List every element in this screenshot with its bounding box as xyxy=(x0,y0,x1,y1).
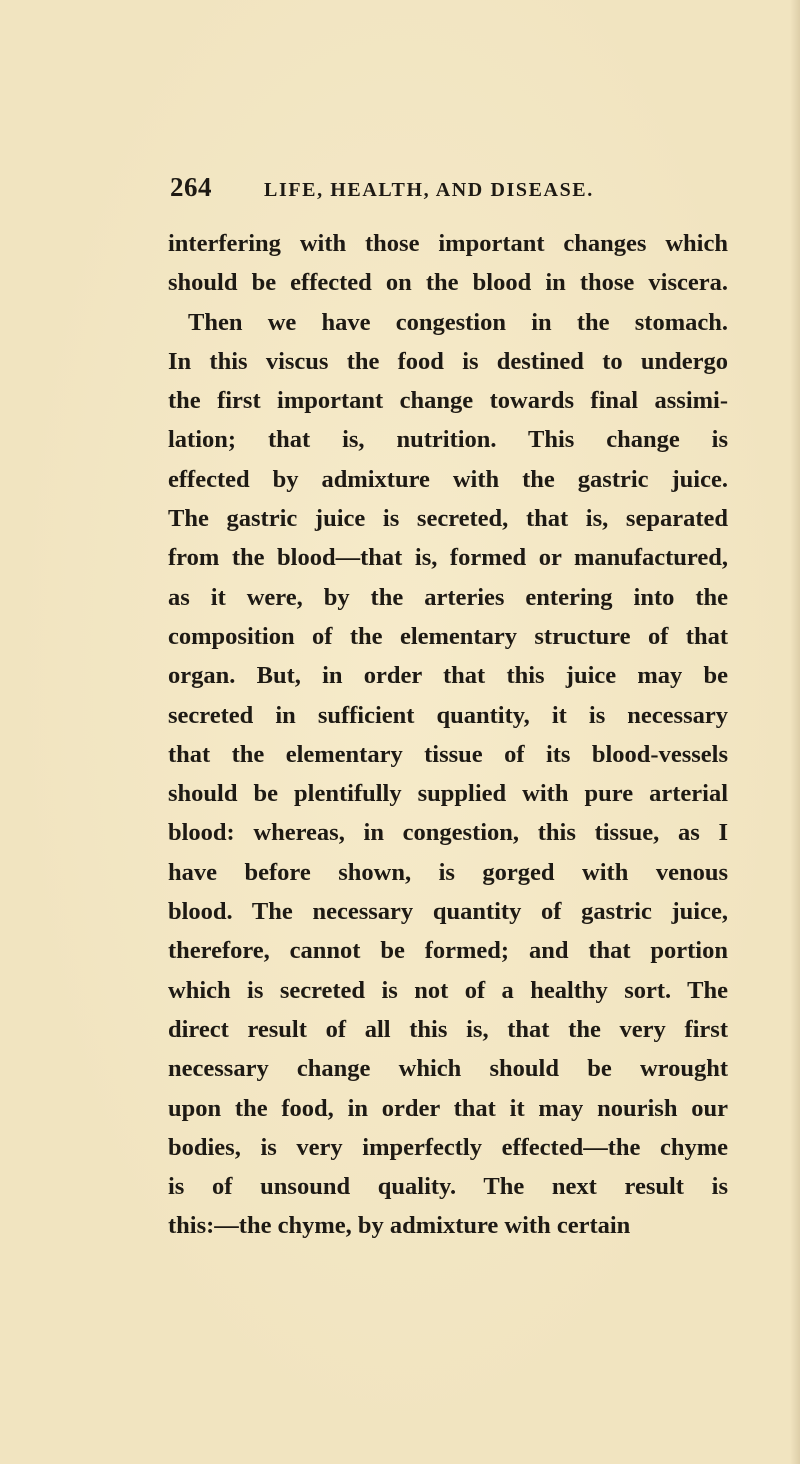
text-line: blood. The necessary quantity of gastric juice, xyxy=(168,898,728,926)
text-line: interfering with those important changes which xyxy=(168,230,728,257)
text-line: from the blood—that is, formed or manufactured, xyxy=(168,544,728,572)
text-line: should be effected on the blood in those viscera. xyxy=(168,269,728,297)
page-number: 264 xyxy=(170,172,212,202)
text-line: this:—the chyme, by admixture with certain xyxy=(168,1212,631,1240)
text-line: the first important change towards final assimi- xyxy=(168,387,728,415)
running-header xyxy=(170,172,660,202)
text-line: The gastric juice is secreted, that is, separated xyxy=(168,505,728,533)
text-line: which is secreted is not of a healthy sort. The xyxy=(168,976,728,1004)
text-line: secreted in sufficient quantity, it is necessary xyxy=(168,701,728,729)
text-line: Then we have congestion in the stomach. xyxy=(188,308,728,336)
text-line: upon the food, in order that it may nourish our xyxy=(168,1094,728,1122)
body-text xyxy=(168,224,728,1246)
running-title: LIFE, HEALTH, AND DISEASE. xyxy=(264,179,594,201)
text-line: have before shown, is gorged with venous xyxy=(168,858,728,886)
text-line: In this viscus the food is destined to undergo xyxy=(168,347,728,375)
text-line: bodies, is very imperfectly effected—the chyme xyxy=(168,1133,728,1161)
text-line: is of unsound quality. The next result is xyxy=(168,1173,728,1201)
text-line: effected by admixture with the gastric juice. xyxy=(168,465,728,493)
text-line: lation; that is, nutrition. This change is xyxy=(168,426,728,454)
text-line: necessary change which should be wrought xyxy=(168,1055,728,1083)
page-edge-shadow xyxy=(790,0,800,1464)
text-line: should be plentifully supplied with pure arterial xyxy=(168,780,728,808)
text-line: as it were, by the arteries entering into the xyxy=(168,583,728,611)
text-line: therefore, cannot be formed; and that portion xyxy=(168,937,728,965)
text-line: blood: whereas, in congestion, this tissue, as I xyxy=(168,819,728,847)
text-line: direct result of all this is, that the very first xyxy=(168,1015,728,1043)
text-line: that the elementary tissue of its blood-vessels xyxy=(168,740,728,768)
text-line: organ. But, in order that this juice may be xyxy=(168,662,728,690)
text-line: composition of the elementary structure of that xyxy=(168,622,728,650)
